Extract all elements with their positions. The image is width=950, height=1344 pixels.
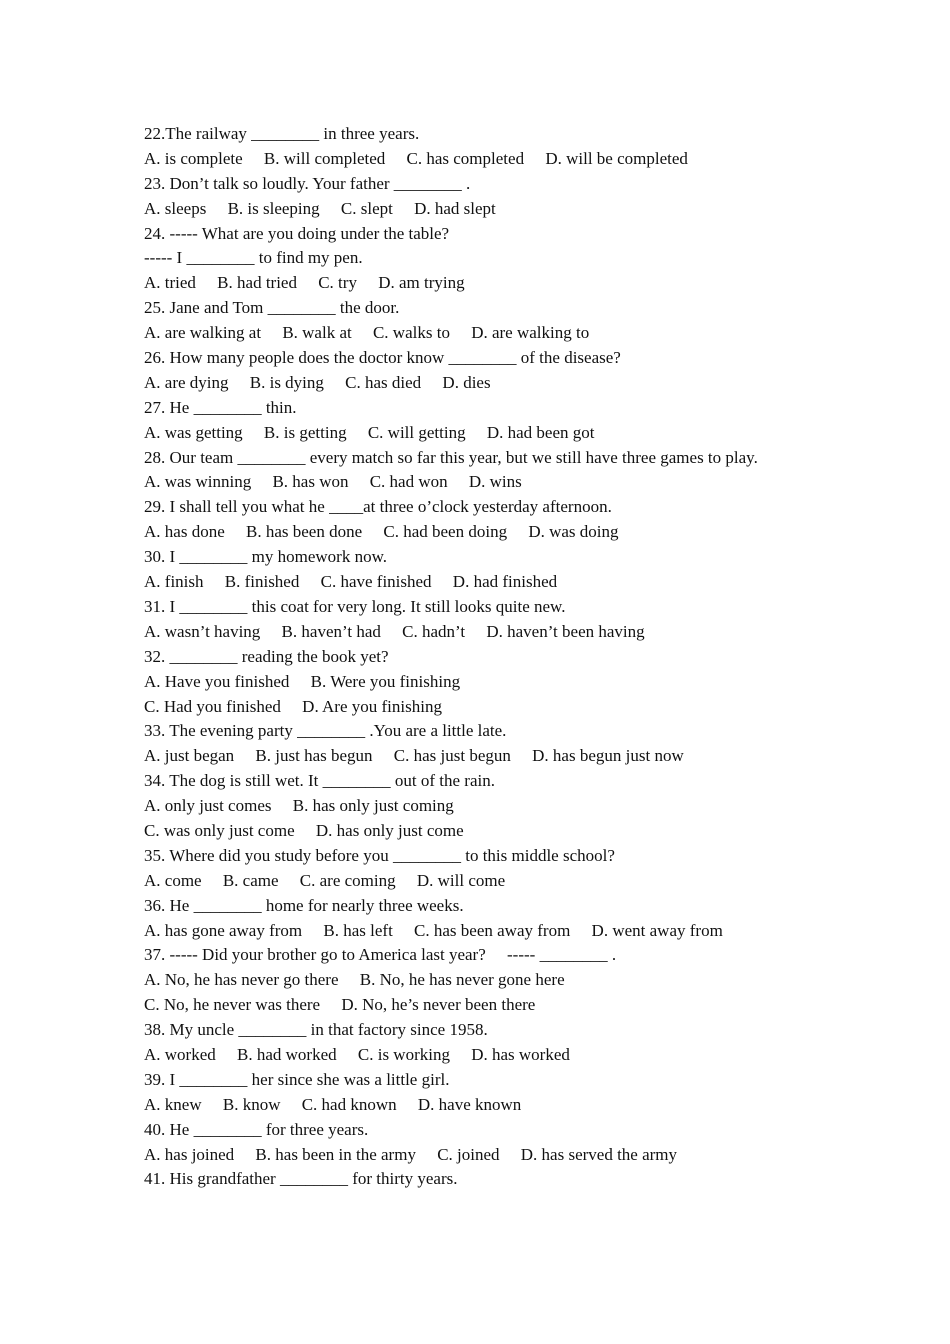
- options-31: A. wasn’t having B. haven’t had C. hadn’t D. haven’t been having: [144, 621, 645, 641]
- options-25: A. are walking at B. walk at C. walks to D. are walking to: [144, 323, 590, 343]
- question-38: 38. My uncle ________ in that factory since 1958.: [144, 1020, 488, 1040]
- options-33: A. just began B. just has begun C. has just begun D. has begun just now: [144, 746, 684, 766]
- question-23: 23. Don’t talk so loudly. Your father ________ .: [144, 173, 471, 193]
- question-29: 29. I shall tell you what he ____at three o’clock yesterday afternoon.: [144, 497, 612, 517]
- options-23: A. sleeps B. is sleeping C. slept D. had slept: [144, 198, 496, 218]
- question-25: 25. Jane and Tom ________ the door.: [144, 298, 400, 318]
- question-24: 24. ----- What are you doing under the table?: [144, 223, 450, 243]
- options-30: A. finish B. finished C. have finished D. had finished: [144, 572, 558, 592]
- question-40: 40. He ________ for three years.: [144, 1119, 369, 1139]
- options-40: A. has joined B. has been in the army C. joined D. has served the army: [144, 1144, 678, 1164]
- options-32-cd: C. Had you finished D. Are you finishing: [144, 696, 442, 716]
- options-27: A. was getting B. is getting C. will getting D. had been got: [144, 422, 595, 442]
- question-31: 31. I ________ this coat for very long. It still looks quite new.: [144, 596, 566, 616]
- question-37: 37. ----- Did your brother go to America last year? ----- ________ .: [144, 945, 617, 965]
- options-37-cd: C. No, he never was there D. No, he’s never been there: [144, 995, 536, 1015]
- options-29: A. has done B. has been done C. had been doing D. was doing: [144, 522, 619, 542]
- question-24-answer: ----- I ________ to find my pen.: [144, 248, 363, 268]
- question-35: 35. Where did you study before you ________ to this middle school?: [144, 845, 615, 865]
- question-28: 28. Our team ________ every match so far this year, but we still have three games to play.: [144, 447, 758, 467]
- question-36: 36. He ________ home for nearly three weeks.: [144, 895, 464, 915]
- options-38: A. worked B. had worked C. is working D. has worked: [144, 1044, 570, 1064]
- options-34-cd: C. was only just come D. has only just come: [144, 820, 464, 840]
- options-28: A. was winning B. has won C. had won D. wins: [144, 472, 522, 492]
- options-24: A. tried B. had tried C. try D. am trying: [144, 273, 465, 293]
- question-26: 26. How many people does the doctor know ________ of the disease?: [144, 348, 621, 368]
- question-22: 22.The railway ________ in three years.: [144, 124, 420, 143]
- question-34: 34. The dog is still wet. It ________ out of the rain.: [144, 771, 495, 791]
- question-39: 39. I ________ her since she was a little girl.: [144, 1069, 450, 1089]
- options-36: A. has gone away from B. has left C. has been away from D. went away from: [144, 920, 723, 940]
- question-32: 32. ________ reading the book yet?: [144, 646, 389, 666]
- options-22: A. is complete B. will completed C. has completed D. will be completed: [144, 148, 688, 168]
- question-30: 30. I ________ my homework now.: [144, 547, 388, 567]
- question-41: 41. His grandfather ________ for thirty years.: [144, 1169, 458, 1189]
- options-39: A. knew B. know C. had known D. have known: [144, 1094, 522, 1114]
- exercise-page: [144, 122, 814, 1192]
- options-37-ab: A. No, he has never go there B. No, he has never gone here: [144, 970, 565, 990]
- question-27: 27. He ________ thin.: [144, 397, 297, 417]
- question-33: 33. The evening party ________ .You are a little late.: [144, 721, 507, 741]
- options-26: A. are dying B. is dying C. has died D. dies: [144, 372, 491, 392]
- options-34-ab: A. only just comes B. has only just coming: [144, 796, 454, 816]
- options-32-ab: A. Have you finished B. Were you finishing: [144, 671, 461, 691]
- options-35: A. come B. came C. are coming D. will come: [144, 870, 506, 890]
